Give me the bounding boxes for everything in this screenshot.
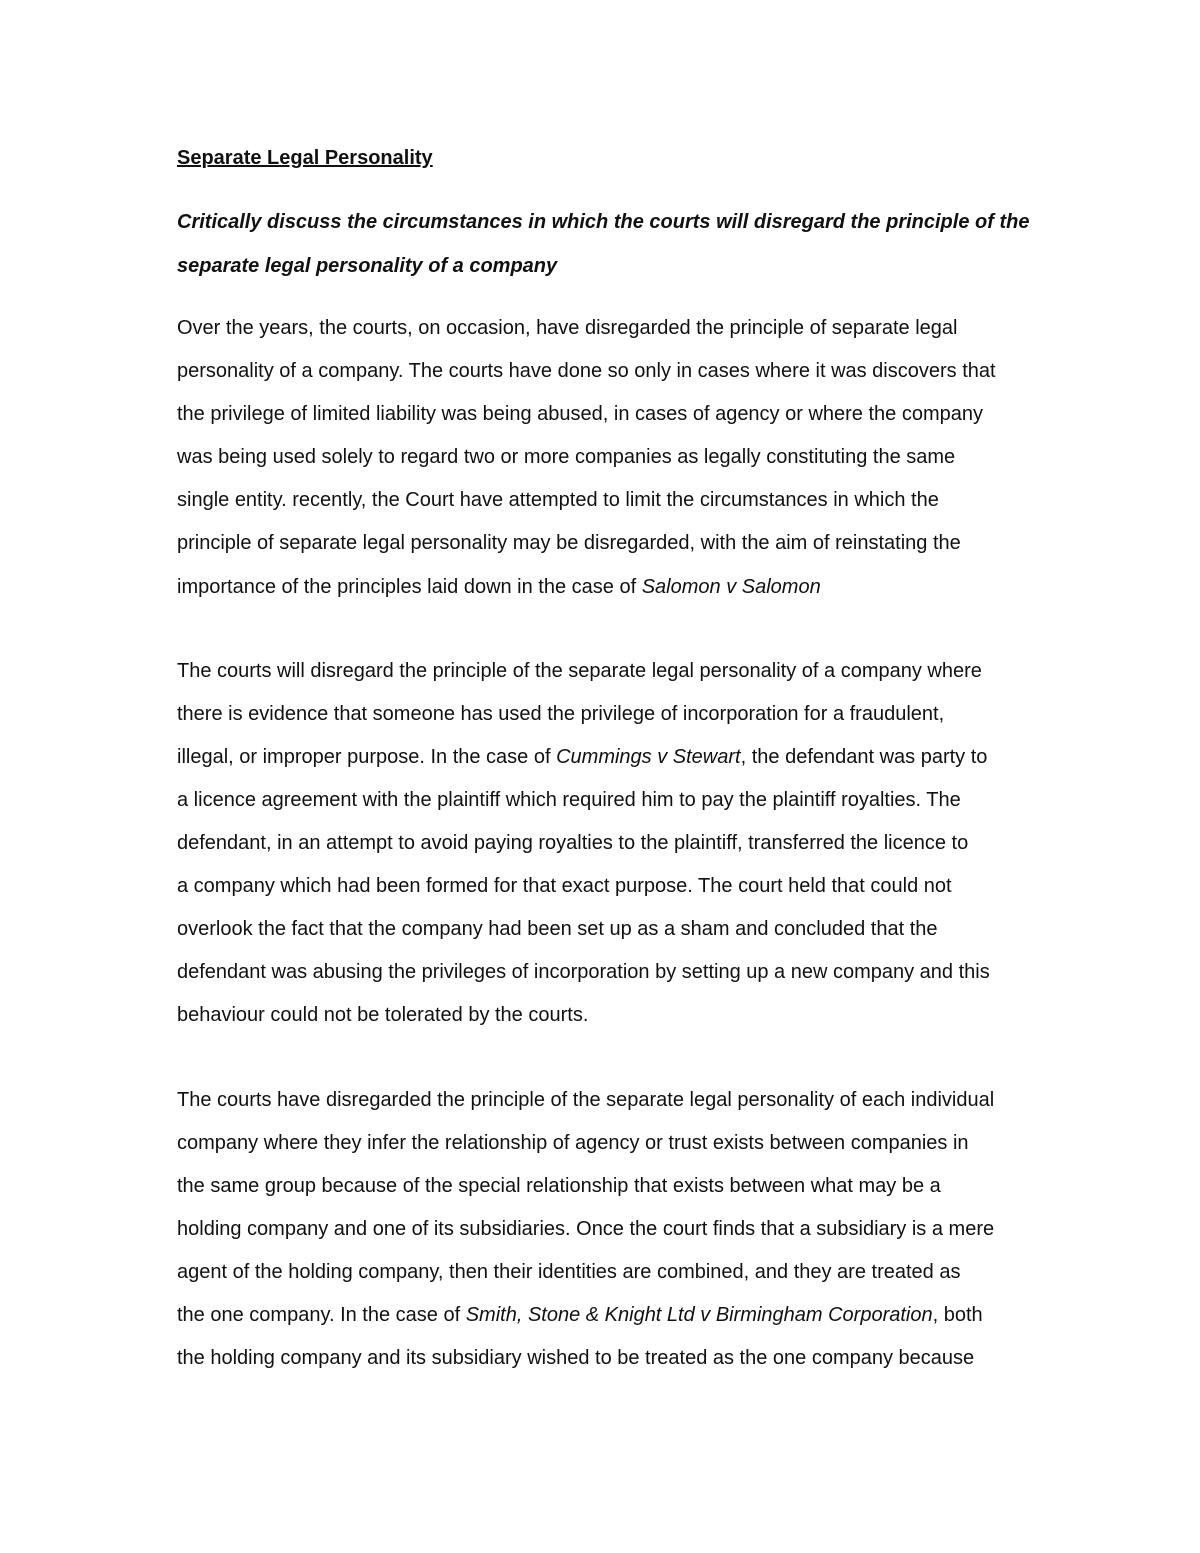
line-text: , the defendant was party to [740, 745, 988, 768]
document-title: Separate Legal Personality [177, 147, 433, 169]
paragraph-line: The courts have disregarded the principle of the separate legal personality of each individual [177, 1088, 995, 1111]
paragraph-line [177, 1294, 1077, 1337]
paragraph-line: agent of the holding company, then their identities are combined, and they are treated as [177, 1260, 961, 1283]
paragraph-line: personality of a company. The courts have done so only in cases where it was discovers that [177, 360, 996, 383]
paragraph-line: the same group because of the special relationship that exists between what may be a [177, 1174, 941, 1197]
paragraph-line: principle of separate legal personality may be disregarded, with the aim of reinstating the [177, 532, 961, 555]
paragraph-line: a licence agreement with the plaintiff which required him to pay the plaintiff royalties. The [177, 788, 961, 811]
paragraph-line: holding company and one of its subsidiaries. Once the court finds that a subsidiary is a mere [177, 1217, 995, 1240]
line-text: importance of the principles laid down in the case of [177, 575, 642, 598]
paragraph-line: company where they infer the relationship of agency or trust exists between companies in [177, 1131, 969, 1154]
case-citation: Cummings v Stewart [556, 745, 741, 768]
paragraph-fraud [177, 650, 1077, 1038]
paragraph-line: a company which had been formed for that exact purpose. The court held that could not [177, 875, 952, 898]
paragraph-line: overlook the fact that the company had been set up as a sham and concluded that the [177, 918, 938, 941]
paragraph-line: was being used solely to regard two or more companies as legally constituting the same [177, 446, 956, 469]
essay-question [177, 201, 1077, 288]
paragraph-line [177, 566, 1077, 609]
paragraph-line: there is evidence that someone has used the privilege of incorporation for a fraudulent, [177, 702, 945, 725]
question-line: separate legal personality of a company [177, 254, 558, 277]
paragraph-line: The courts will disregard the principle of the separate legal personality of a company where [177, 659, 982, 682]
paragraph-line: defendant, in an attempt to avoid paying royalties to the plaintiff, transferred the licence to [177, 832, 969, 855]
case-citation: Smith, Stone & Knight Ltd v Birmingham Corporation [465, 1303, 933, 1326]
line-text: the one company. In the case of [177, 1303, 466, 1326]
paragraph-line: the holding company and its subsidiary wished to be treated as the one company because [177, 1347, 975, 1370]
paragraph-line: defendant was abusing the privileges of incorporation by setting up a new company and this [177, 961, 990, 984]
paragraph-line: Over the years, the courts, on occasion, have disregarded the principle of separate legal [177, 317, 958, 339]
question-line: Critically discuss the circumstances in which the courts will disregard the principle of the [177, 211, 1030, 233]
paragraph-line [177, 736, 1077, 779]
case-citation: Salomon v Salomon [641, 575, 821, 598]
line-text: , both [932, 1303, 983, 1326]
paragraph-intro [177, 307, 1077, 609]
paragraph-line: behaviour could not be tolerated by the courts. [177, 1004, 589, 1027]
paragraph-line: the privilege of limited liability was being abused, in cases of agency or where the company [177, 403, 983, 426]
document-body [177, 138, 1077, 1380]
line-text: illegal, or improper purpose. In the case of [177, 745, 557, 768]
paragraph-agency [177, 1079, 1077, 1381]
paragraph-line: single entity. recently, the Court have attempted to limit the circumstances in which the [177, 489, 939, 512]
